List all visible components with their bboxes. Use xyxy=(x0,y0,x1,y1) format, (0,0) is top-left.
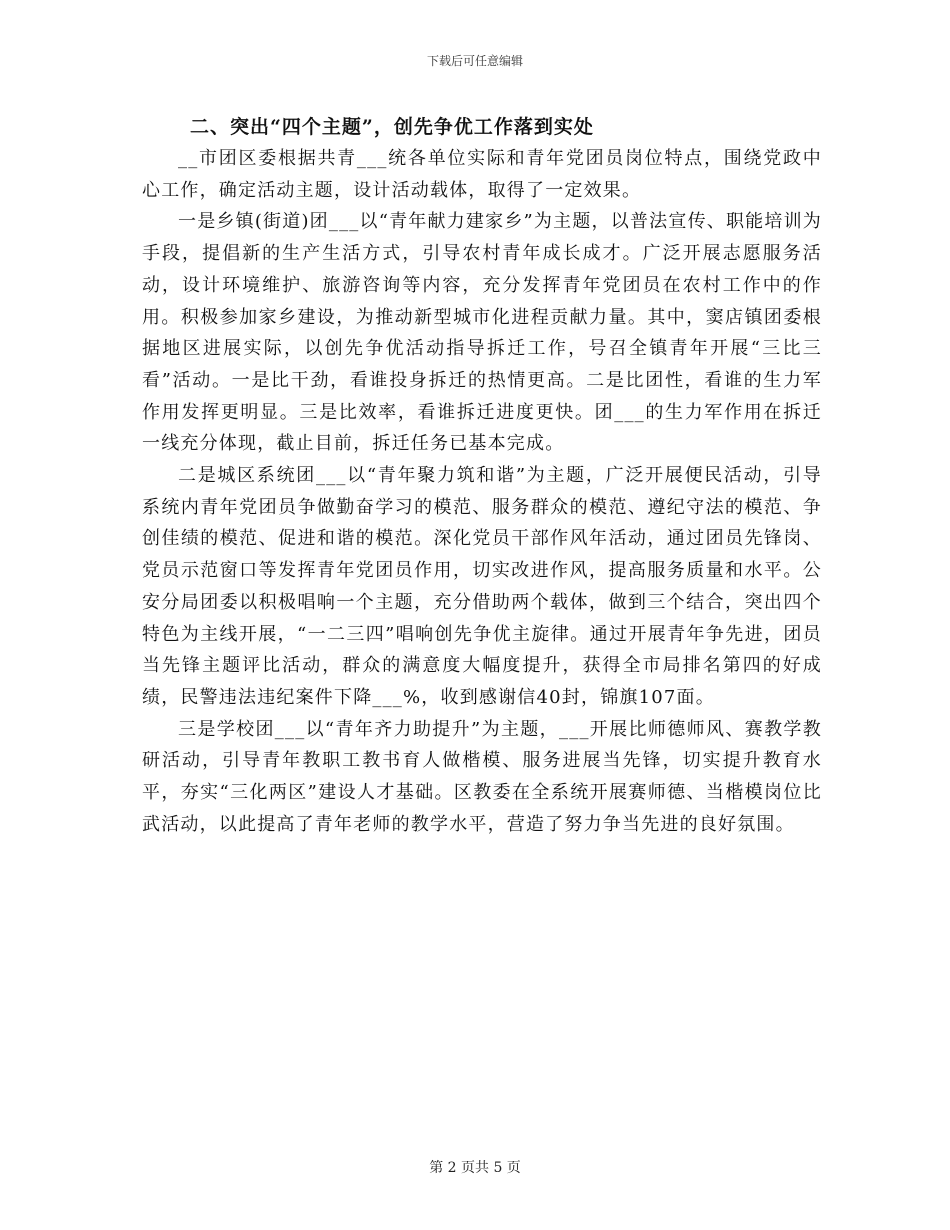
paragraph-school: 三是学校团___以“青年齐力助提升”为主题，___开展比师德师风、赛教学教研活动，引导青年教职工教书育人做楷模、服务进展当先锋，切实提升教育水平，夯实“三化两区”建设人才基础。区教委在全系统开展赛师德、当楷模岗位比武活动，以此提高了青年老师的教学水平，营造了努力争当先进的良好氛围。 xyxy=(142,718,822,835)
document-body xyxy=(142,111,822,840)
page-header: 下载后可任意编辑 xyxy=(426,54,523,68)
paragraph-township: 一是乡镇(街道)团___以“青年献力建家乡”为主题，以普法宣传、职能培训为手段，提倡新的生产生活方式，引导农村青年成长成才。广泛开展志愿服务活动，设计环境维护、旅游咨询等内容，充分发挥青年党团员在农村工作中的作用。积极参加家乡建设，为推动新型城市化进程贡献力量。其中，窦店镇团委根据地区进展实际，以创先争优活动指导拆迁工作，号召全镇青年开展“三比三看”活动。一是比干劲，看谁投身拆迁的热情更高。二是比团性，看谁的生力军作用发挥更明显。三是比效率，看谁拆迁进度更快。团___的生力军作用在拆迁一线充分体现，截止目前，拆迁任务已基本完成。 xyxy=(142,211,822,455)
page-footer: 第 2 页共 5 页 xyxy=(429,1160,521,1176)
paragraph-intro: __市团区委根据共青___统各单位实际和青年党团员岗位特点，围绕党政中心工作，确定活动主题，设计活动载体，取得了一定效果。 xyxy=(142,148,822,201)
paragraph-urban-system: 二是城区系统团___以“青年聚力筑和谐”为主题，广泛开展便民活动，引导系统内青年党团员争做勤奋学习的模范、服务群众的模范、遵纪守法的模范、争创佳绩的模范、促进和谐的模范。深化党员干部作风年活动，通过团员先锋岗、党员示范窗口等发挥青年党团员作用，切实改进作风，提高服务质量和水平。公安分局团委以积极唱响一个主题，充分借助两个载体，做到三个结合，突出四个特色为主线开展，“一二三四”唱响创先争优主旋律。通过开展青年争先进，团员当先锋主题评比活动，群众的满意度大幅度提升，获得全市局排名第四的好成绩，民警违法违纪案件下降___%，收到感谢信40封，锦旗107面。 xyxy=(142,465,822,708)
section-heading: 二、突出“四个主题”，创先争优工作落到实处 xyxy=(190,116,594,138)
